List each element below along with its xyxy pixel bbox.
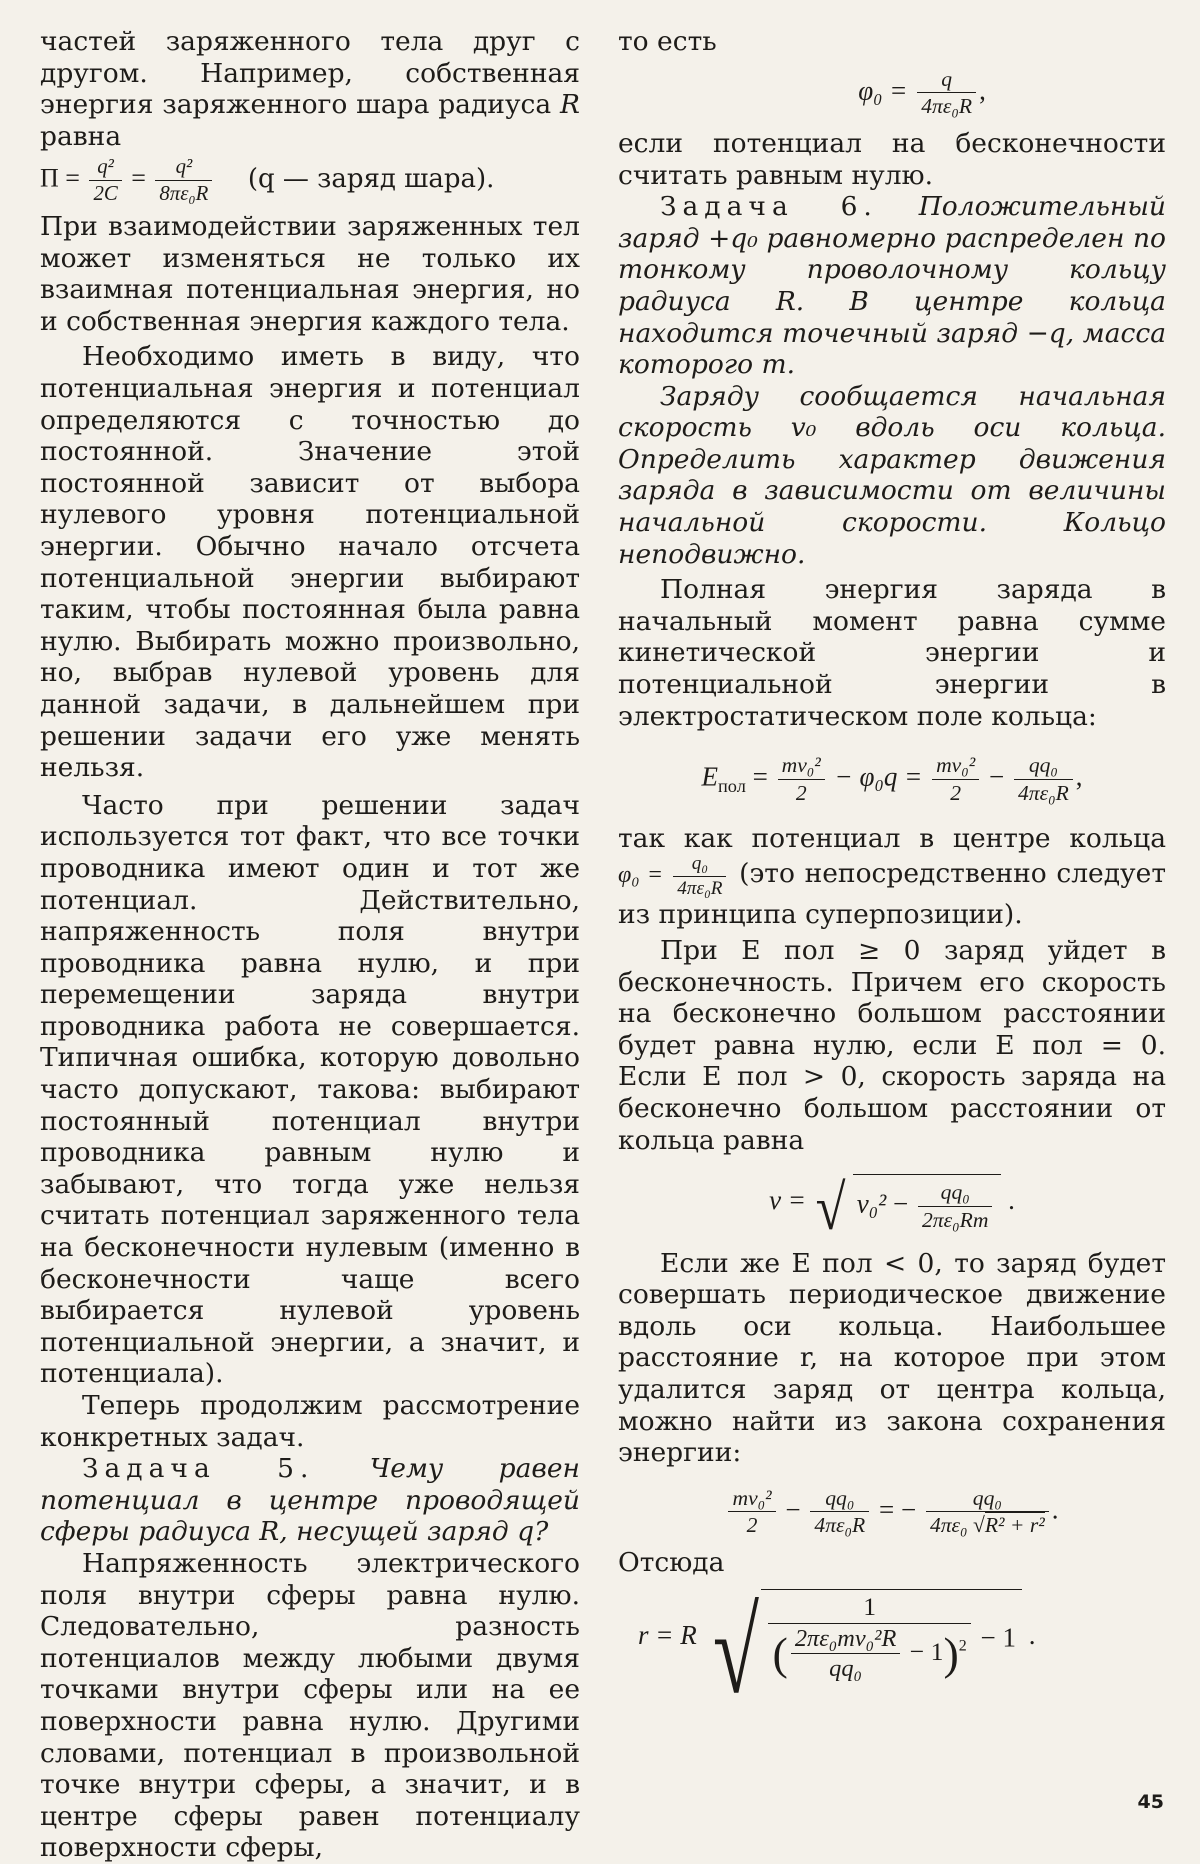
numerator: qq₀ — [972, 1485, 1002, 1510]
formula-tail: . — [1028, 1619, 1036, 1650]
formula-note: (q — заряд шара). — [247, 163, 495, 194]
radical — [703, 1584, 1022, 1718]
fraction — [810, 1487, 869, 1537]
formula-tail: , — [979, 74, 986, 105]
paragraph: Полная энергия заряда в начальный момент равна сумме кинетической энергии и потенциальной энергии в электростатическом поле кольца: — [618, 574, 1166, 732]
formula-tail: . — [1051, 1494, 1059, 1525]
denominator: 4πε₀R — [1014, 779, 1073, 805]
inline-formula-phi0 — [618, 853, 729, 900]
subscript: пол — [717, 775, 746, 796]
formula-lhs: r = R — [638, 1619, 697, 1650]
formula-velocity — [618, 1171, 1166, 1243]
fraction — [155, 156, 212, 205]
formula-operator: = − — [878, 1494, 917, 1525]
paragraph: Теперь продолжим рассмотрение конкретных задач. — [40, 1390, 580, 1453]
denominator-root: R² + r² — [984, 1513, 1045, 1538]
paragraph: то есть — [618, 26, 717, 57]
denominator: qq₀ — [791, 1653, 901, 1682]
formula-phi0 — [678, 68, 1166, 118]
denominator-part: 4πε₀ — [929, 1513, 968, 1538]
left-paren: ( — [772, 1627, 788, 1679]
paragraph: если потенциал на бесконечности считать равным нулю. — [618, 127, 1166, 191]
text-run: равна — [40, 120, 122, 152]
variable: R — [560, 89, 580, 121]
right-column — [618, 26, 1166, 1718]
denominator: 2C — [89, 180, 121, 205]
formula-operator: − φ₀q = — [834, 761, 923, 792]
fraction — [89, 156, 121, 205]
formula-conservation — [618, 1487, 1166, 1537]
numerator: q² — [97, 155, 114, 179]
paragraph — [618, 823, 1166, 932]
formula-lhs: E — [701, 761, 718, 792]
fraction — [728, 1487, 775, 1537]
text-run: так как потенциал в центре кольца — [618, 822, 1166, 854]
task-text: Чему равен потенциал в центре проводящей сферы радиуса R, несущей заряд q? — [40, 1453, 580, 1548]
paragraph: Если же E пол < 0, то заряд будет совершать периодическое движение вдоль оси кольца. Наибольшее расстояние r, на которое при этом удалится заряд от центра кольца, можно найти из закона сохранения энергии: — [618, 1247, 1166, 1469]
exponent: 2 — [958, 1637, 967, 1655]
task-6 — [618, 191, 1166, 381]
paragraph: При взаимодействии заряженных тел может изменяться не только их взаимная потенциальная энергия, но и собственная энергия каждого тела. — [40, 211, 580, 337]
numerator: mv₀² — [732, 1485, 772, 1510]
numerator: mv₀² — [936, 753, 976, 778]
denominator: 2πε₀Rm — [918, 1206, 992, 1232]
formula-total-energy: $E_{пол}$ = $\frac{\text{mv₀²}}{2}$ − φ₀q = $\frac{\text{mv₀²}}{2}$ − $\frac{\text{qq₀}}{\text{4πε₀R}}$ , — [701, 753, 1083, 805]
radical-body — [853, 1174, 1002, 1231]
numerator: mv₀² — [781, 753, 821, 778]
fraction — [778, 754, 825, 804]
fraction — [918, 1181, 992, 1231]
numerator: qq₀ — [825, 1485, 855, 1510]
formula-operator: − — [785, 1494, 801, 1525]
numerator: q — [941, 66, 953, 91]
denominator: 4πε₀R — [810, 1511, 869, 1537]
numerator: q₀ — [691, 853, 709, 875]
paragraph: Отсюда — [618, 1547, 725, 1579]
task-5 — [40, 1453, 580, 1548]
paragraph: Необходимо иметь в виду, что потенциальная энергия и потенциал определяются с точностью до постоянной. Значение этой постоянной зависит от выбора нулевого уровня потенциальной энергии. Обычно начало отсчета потенциальной энергии выбирают таким, чтобы постоянная была равна нулю. Выбирать можно произвольно, но, выбрав нулевой уровень для данной задачи, в дальнейшем при решении задачи его уже менять нельзя. — [40, 341, 580, 784]
formula-tail: , — [1075, 761, 1083, 792]
paragraph: Часто при решении задач используется тот факт, что все точки проводника имеют один и тот же потенциал. Действительно, напряженность поля внутри проводника равна нулю, и при перемещении заряда внутри проводника работа не совершается. Типичная ошибка, которую довольно часто допускают, такова: выбирают постоянный потенциал внутри проводника равным нулю и забывают, что тогда уже нельзя считать потенциал заряженного тела на бесконечности нулевым (именно в бесконечности чаще всего выбирается нулевой уровень потенциальной энергии, а значит, и потенциала). — [40, 789, 580, 1390]
paragraph: Напряженность электрического поля внутри сферы равна нулю. Следовательно, разность потенциалов между любыми двумя точками внутри сферы или на ее поверхности равна нулю. Другими словами, потенциал в произвольной точке внутри сферы, а значит, и в центре сферы равен потенциалу поверхности сферы, — [40, 1547, 580, 1864]
radical-body — [761, 1589, 1022, 1682]
formula-lhs: φ₀ = — [618, 862, 664, 889]
formula-tail: . — [1008, 1185, 1015, 1216]
denominator: 2 — [932, 779, 979, 805]
numerator: 1 — [863, 1591, 877, 1621]
left-column — [40, 26, 580, 1864]
fraction — [932, 754, 979, 804]
outer-fraction — [768, 1591, 970, 1683]
formula-self-energy: П = $\frac{\text{q²}}{2C}$ = $\frac{\text{q²}}{\text{8πε₀R}}$ (q — заряд шара). — [40, 155, 495, 206]
radical-sign: √ — [713, 1584, 760, 1718]
denominator: 4πε₀R — [917, 92, 976, 118]
fraction — [917, 68, 976, 118]
text-run: (это непосредственно следует из принципа суперпозиции). — [618, 858, 1166, 931]
formula-lhs: φ₀ = — [858, 74, 908, 105]
task-text: Положительный заряд +q₀ равномерно распределен по тонкому проволочному кольцу радиуса R. В центре кольца находится точечный заряд −q, масса которого m. — [618, 191, 1166, 381]
task-text: Заряду сообщается начальная скорость v₀ вдоль оси кольца. Определить характер движения заряда в зависимости от величины начальной скорости. Кольцо неподвижно. — [618, 380, 1166, 570]
text-run: частей заряженного тела друг с другом. Например, собственная энергия заряженного шара радиуса — [40, 26, 580, 121]
formula-term: v₀² — [856, 1188, 887, 1219]
task-label: Задача 6. — [660, 191, 878, 223]
formula-lhs: П — [40, 163, 59, 193]
fraction — [673, 854, 726, 899]
numerator: qq₀ — [1028, 753, 1058, 778]
denominator: 2 — [728, 1511, 775, 1537]
page-number: 45 — [1137, 1791, 1164, 1813]
task-label: Задача 5. — [82, 1453, 315, 1485]
numerator: qq₀ — [940, 1180, 970, 1205]
fraction — [1014, 754, 1073, 804]
paragraph: При E пол ≥ 0 заряд уйдет в бесконечность. Причем его скорость на бесконечно большом расстоянии будет равна нулю, если E пол = 0. Если E пол > 0, скорость заряда на бесконечно большом расстоянии от кольца равна — [618, 935, 1166, 1156]
formula-radius — [638, 1584, 1166, 1718]
paragraph — [40, 26, 580, 152]
numerator: q² — [175, 155, 193, 179]
formula-operator: − 1 — [909, 1636, 944, 1666]
formula-operator: − — [893, 1188, 909, 1219]
numerator: 2πε₀mv₀²R — [794, 1624, 897, 1652]
formula-operator: − — [988, 761, 1005, 792]
denominator — [768, 1623, 970, 1682]
radical-sign: √ — [815, 1171, 846, 1243]
denominator: 4πε₀R — [673, 876, 726, 899]
denominator: 2 — [778, 779, 825, 805]
formula-lhs: v = — [769, 1185, 807, 1216]
inner-fraction — [791, 1626, 901, 1682]
fraction — [926, 1487, 1049, 1537]
radical — [813, 1171, 1002, 1243]
right-paren: ) — [943, 1627, 959, 1679]
formula-operator: − 1 — [980, 1622, 1017, 1653]
denominator: 4πε₀ √R² + r² — [926, 1511, 1049, 1537]
denominator: 8πε₀R — [155, 180, 212, 205]
